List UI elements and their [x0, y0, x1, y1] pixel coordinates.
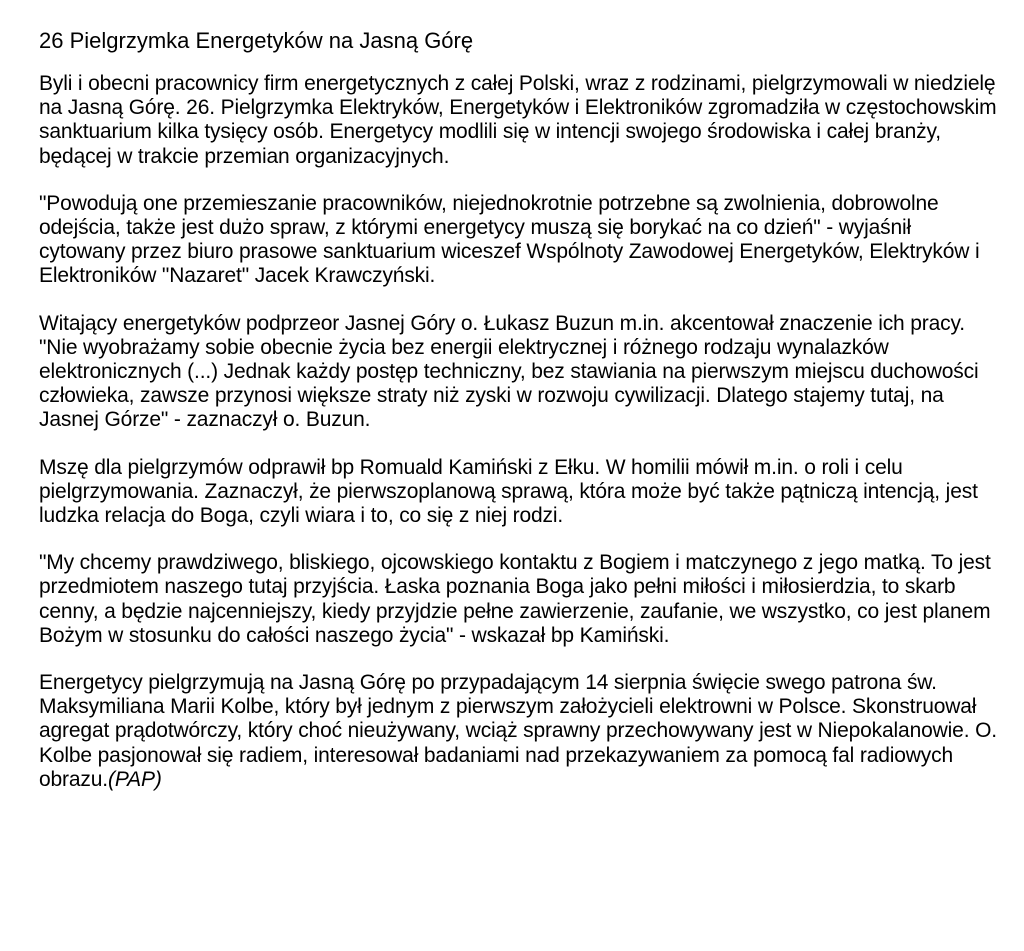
news-article	[39, 26, 999, 792]
article-paragraph-mass: Mszę dla pielgrzymów odprawił bp Romuald Kamiński z Ełku. W homilii mówił m.in. o roli i celu pielgrzymowania. Zaznaczył, że pierwszoplanową sprawą, która może być także pątniczą intencją, jest ludzka relacja do Boga, czyli wiara i to, co się z niej rodzi.	[39, 455, 978, 528]
article-paragraph-buzun-quote: Witający energetyków podprzeor Jasnej Góry o. Łukasz Buzun m.in. akcentował znaczenie ich pracy. "Nie wyobrażamy sobie obecnie życia bez energii elektrycznej i różnego rodzaju wynalazków elektronicznych (...) Jednak każdy postęp techniczny, bez stawiania na pierwszym miejscu duchowości człowieka, zawsze przynosi większe straty niż zyski w rozwoju cywilizacji. Dlatego stajemy tutaj, na Jasnej Górze" - zaznaczył o. Buzun.	[39, 311, 979, 432]
article-paragraph-krawczynski-quote: "Powodują one przemieszanie pracowników, niejednokrotnie potrzebne są zwolnienia, dobrowolne odejścia, także jest dużo spraw, z którymi energetycy muszą się borykać na co dzień" - wyjaśnił cytowany przez biuro prasowe sanktuarium wiceszef Wspólnoty Zawodowej Energetyków, Elektryków i Elektroników "Nazaret" Jacek Krawczyński.	[39, 191, 980, 288]
article-paragraph-intro: Byli i obecni pracownicy firm energetycznych z całej Polski, wraz z rodzinami, pielgrzymowali w niedzielę na Jasną Górę. 26. Pielgrzymka Elektryków, Energetyków i Elektroników zgromadziła w częstochowskim sanktuarium kilka tysięcy osób. Energetycy modlili się w intencji swojego środowiska i całej branży, będącej w trakcie przemian organizacyjnych.	[39, 72, 997, 168]
source-credit: (PAP)	[108, 767, 162, 791]
article-title: 26 Pielgrzymka Energetyków na Jasną Górę	[39, 28, 474, 53]
article-paragraph-patron-text: Energetycy pielgrzymują na Jasną Górę po przypadającym 14 sierpnia święcie swego patrona św. Maksymiliana Marii Kolbe, który był jednym z pierwszym założycieli elektrowni w Polsce. Skonstruował agregat prądotwórczy, który choć nieużywany, wciąż sprawny przechowywany jest w Niepokalanowie. O. Kolbe pasjonował się radiem, interesował badaniami nad przekazywaniem za pomocą fal radiowych obrazu.	[39, 671, 997, 791]
article-paragraph-patron	[39, 671, 999, 792]
article-paragraph-kaminski-quote: "My chcemy prawdziwego, bliskiego, ojcowskiego kontaktu z Bogiem i matczynego z jego matką. To jest przedmiotem naszego tutaj przyjścia. Łaska poznania Boga jako pełni miłości i miłosierdzia, to skarb cenny, a będzie najcenniejszy, kiedy przyjdzie pełne zawierzenie, zaufanie, we wszystko, co jest planem Bożym w stosunku do całości naszego życia" - wskazał bp Kamiński.	[39, 551, 991, 647]
